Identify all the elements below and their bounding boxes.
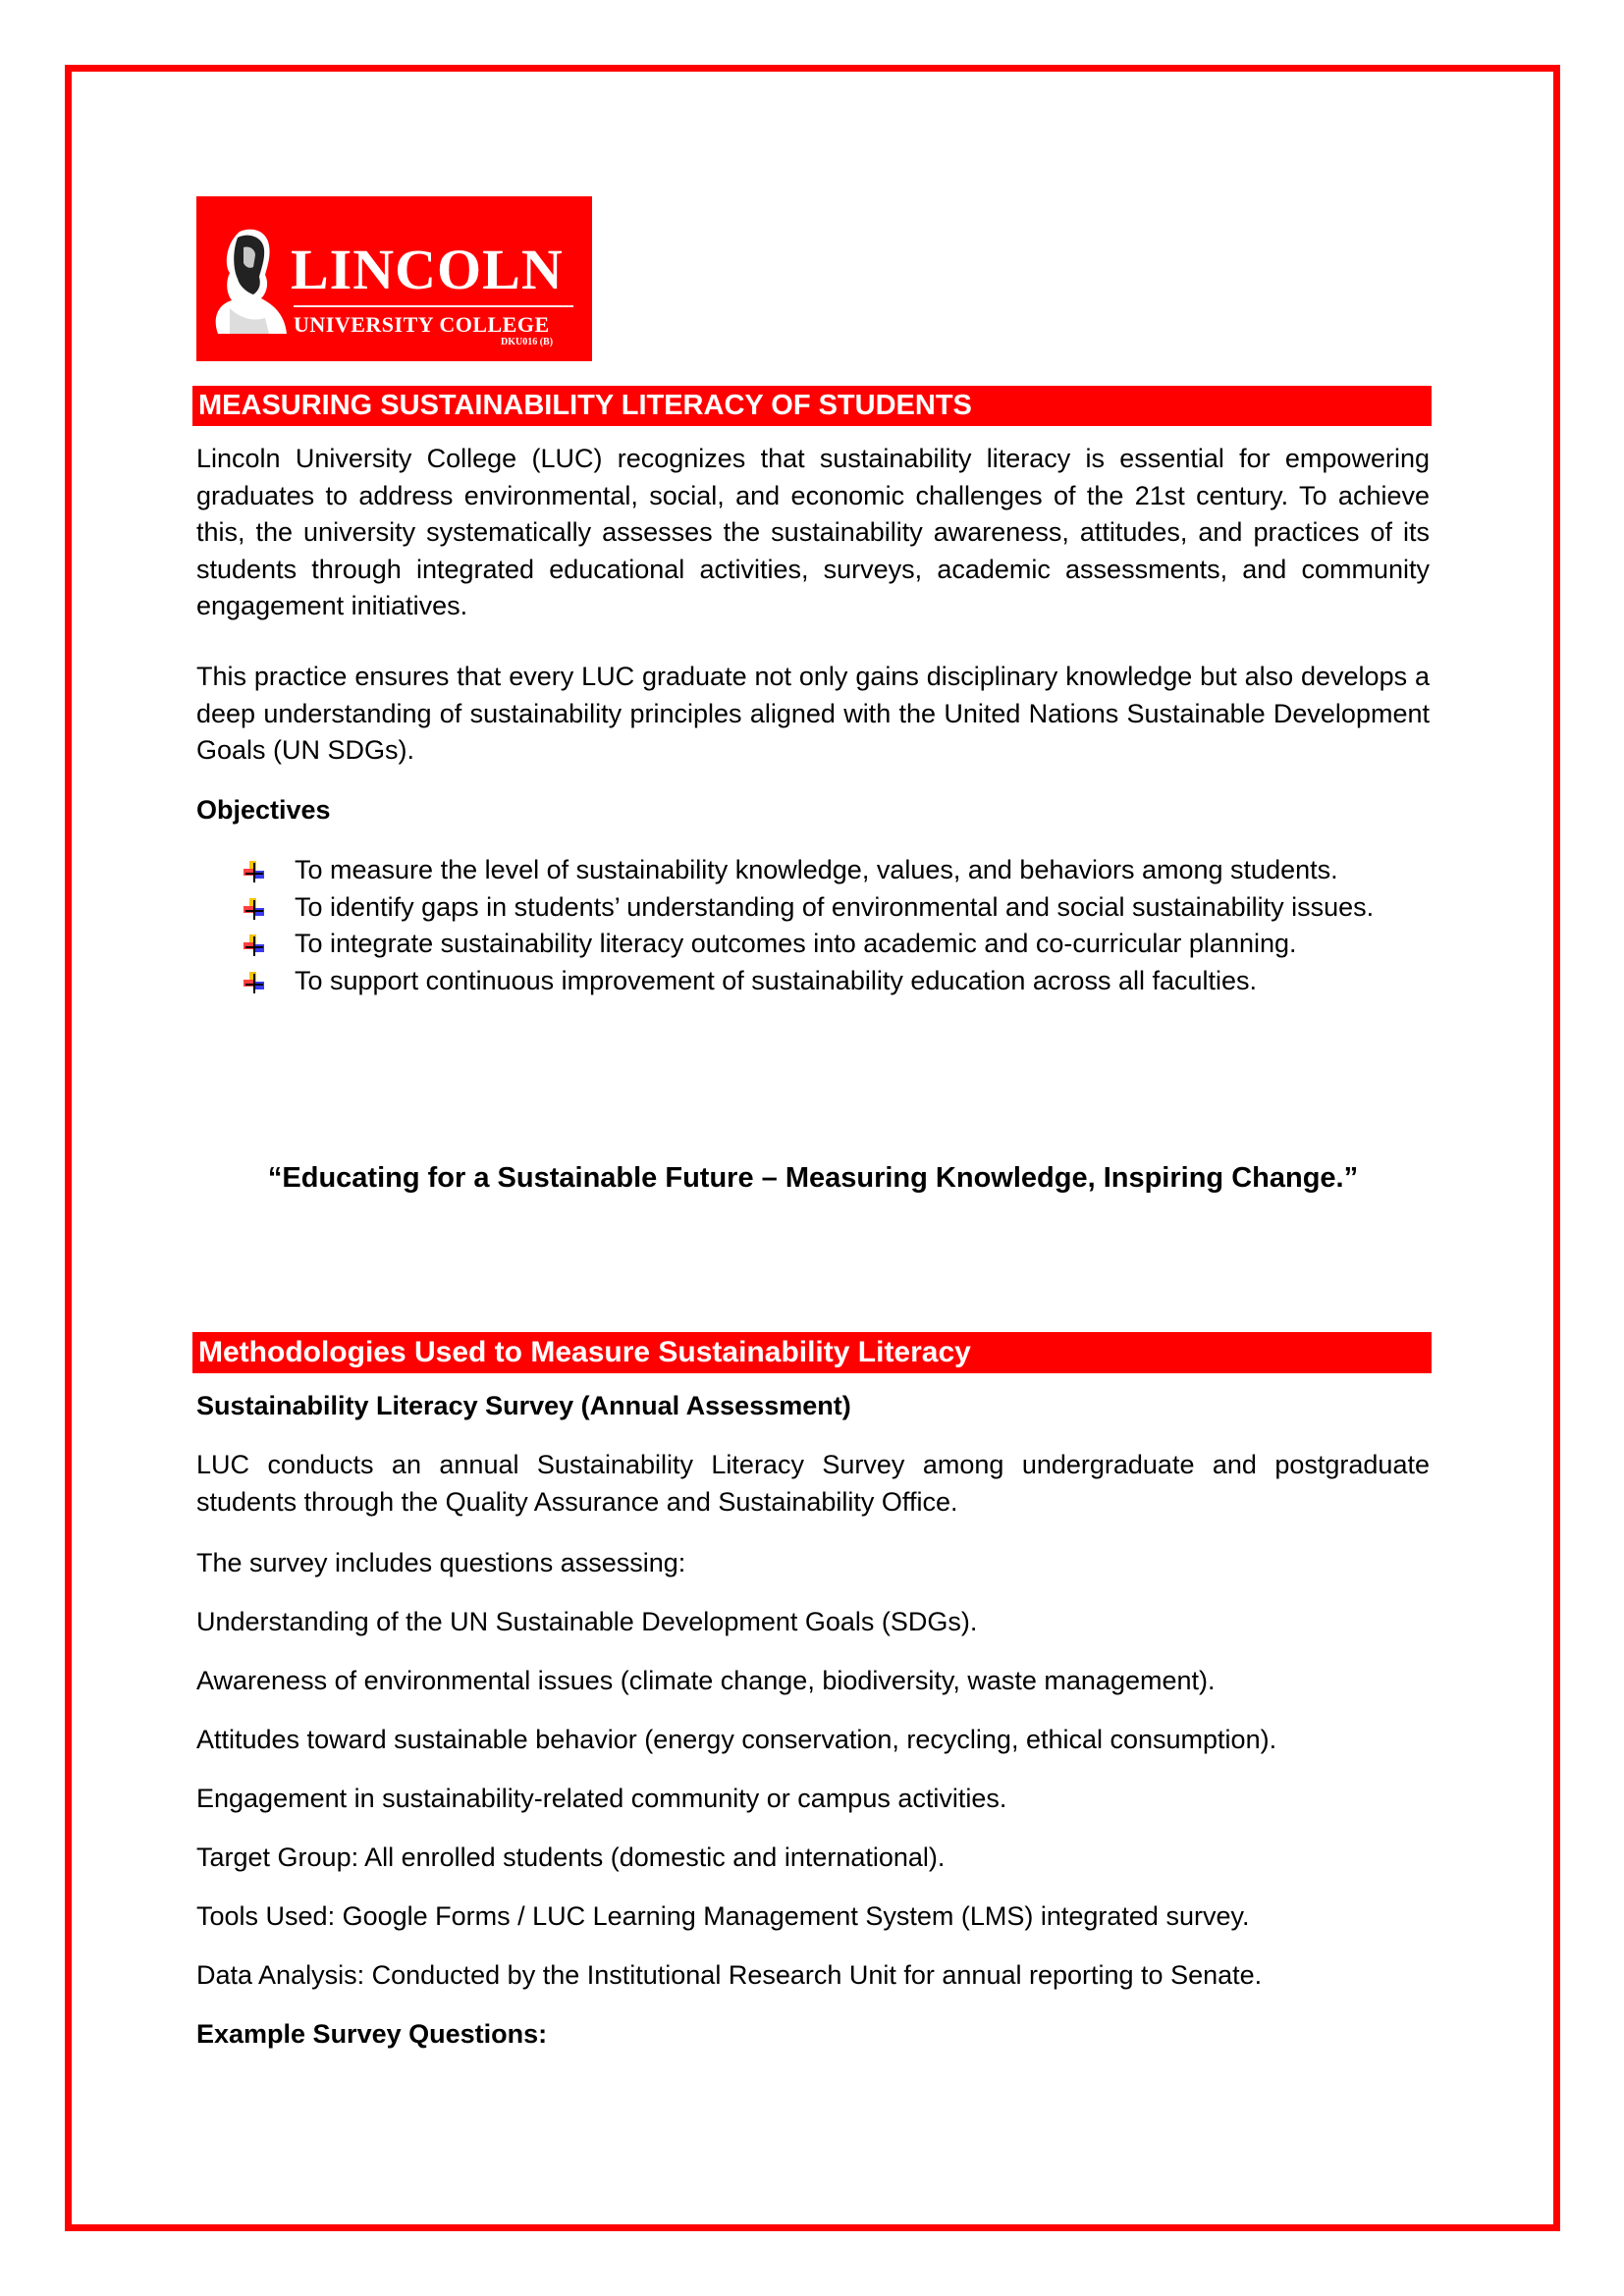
survey-item: Target Group: All enrolled students (domestic and international). bbox=[196, 1842, 946, 1872]
four-color-cross-icon bbox=[244, 861, 265, 882]
objectives-heading: Objectives bbox=[196, 795, 331, 825]
objective-item bbox=[244, 889, 1430, 927]
objective-text: To identify gaps in students’ understanding of environmental and social sustainability issues. bbox=[295, 891, 1375, 922]
logo-divider bbox=[294, 305, 573, 307]
example-questions-heading: Example Survey Questions: bbox=[196, 2019, 548, 2049]
logo-code: DKU016 (B) bbox=[501, 337, 554, 347]
logo-name: LINCOLN bbox=[291, 238, 564, 301]
survey-intro: LUC conducts an annual Sustainability Literacy Survey among undergraduate and postgraduate students through the Quality Assurance and Sustainability Office. bbox=[196, 1450, 1430, 1517]
survey-subheading: Sustainability Literacy Survey (Annual Assessment) bbox=[196, 1391, 851, 1420]
survey-item: Awareness of environmental issues (climate change, biodiversity, waste management). bbox=[196, 1666, 1216, 1695]
survey-includes-label: The survey includes questions assessing: bbox=[196, 1548, 686, 1577]
survey-item: Attitudes toward sustainable behavior (energy conservation, recycling, ethical consumption). bbox=[196, 1725, 1277, 1754]
section-title-measuring: MEASURING SUSTAINABILITY LITERACY OF STUDENTS bbox=[192, 386, 1432, 426]
objective-item bbox=[244, 926, 1430, 963]
intro-paragraph: Lincoln University College (LUC) recognizes that sustainability literacy is essential for empowering graduates to address environmental, social, and economic challenges of the 21st century. To achieve this, the university systematically assesses the sustainability awareness, attitudes, and practices of its students through integrated educational activities, surveys, academic assessments, and community engagement initiatives. bbox=[196, 444, 1430, 620]
four-color-cross-icon bbox=[244, 934, 265, 956]
objective-text: To support continuous improvement of sustainability education across all faculties. bbox=[295, 965, 1258, 995]
survey-item: Tools Used: Google Forms / LUC Learning Management System (LMS) integrated survey. bbox=[196, 1901, 1250, 1931]
four-color-cross-icon bbox=[244, 972, 265, 993]
survey-item: Data Analysis: Conducted by the Institutional Research Unit for annual reporting to Senate. bbox=[196, 1960, 1263, 1990]
logo-subtitle: UNIVERSITY COLLEGE bbox=[294, 312, 550, 337]
lincoln-bust-icon bbox=[210, 224, 289, 342]
objectives-list bbox=[244, 852, 1430, 999]
lincoln-logo bbox=[196, 196, 592, 361]
practice-paragraph: This practice ensures that every LUC graduate not only gains disciplinary knowledge but also develops a deep understanding of sustainability principles aligned with the United Nations Sustainable Development Goals (UN SDGs). bbox=[196, 662, 1430, 765]
objective-text: To measure the level of sustainability knowledge, values, and behaviors among students. bbox=[295, 855, 1338, 884]
survey-item: Understanding of the UN Sustainable Development Goals (SDGs). bbox=[196, 1607, 978, 1636]
survey-item: Engagement in sustainability-related community or campus activities. bbox=[196, 1784, 1007, 1813]
tagline-quote: “Educating for a Sustainable Future – Measuring Knowledge, Inspiring Change.” bbox=[267, 1162, 1359, 1194]
objective-item bbox=[244, 852, 1430, 889]
objective-text: To integrate sustainability literacy outcomes into academic and co-curricular planning. bbox=[295, 929, 1297, 958]
objective-item bbox=[244, 963, 1430, 1000]
section-title-methodologies: Methodologies Used to Measure Sustainability Literacy bbox=[192, 1332, 1432, 1373]
four-color-cross-icon bbox=[244, 898, 265, 920]
